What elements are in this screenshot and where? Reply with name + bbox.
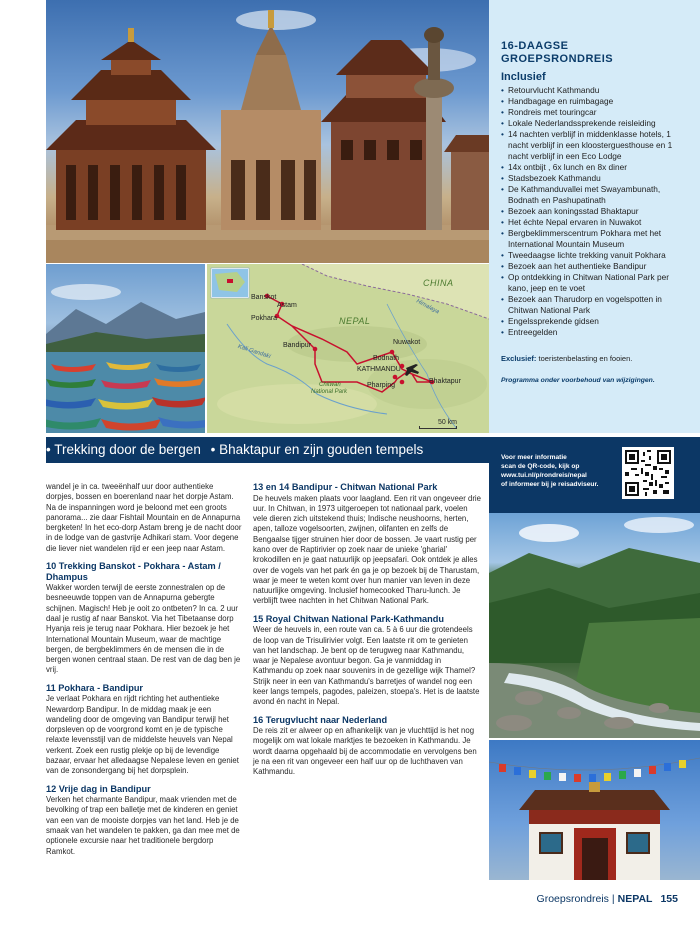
map-label-chitwan-1: Chitwan: [319, 382, 341, 388]
qr-text-line2: scan de QR-code, kijk op: [501, 463, 580, 470]
qr-info-text: [501, 453, 621, 489]
list-item: • Op ontdekking in Chitwan National Park per kano, jeep en te voet: [501, 272, 690, 294]
itinerary-column-middle: [253, 482, 481, 785]
voorbehoud-note: Programma onder voorbehoud van wijzigingen.: [501, 377, 655, 384]
list-item: • Bezoek aan Tharudorp en vogelspotten in Chitwan National Park: [501, 294, 690, 316]
qr-text-line1: Voor meer informatie: [501, 454, 567, 461]
list-item: • Bezoek aan het authentieke Bandipur: [501, 261, 690, 272]
list-item: • Tweedaagse lichte trekking vanuit Pokhara: [501, 250, 690, 261]
map-label-bhaktapur: Bhaktapur: [429, 378, 461, 385]
list-item: • Bergbeklimmerscentrum Pokhara met het International Mountain Museum: [501, 228, 690, 250]
route-map: [207, 264, 489, 433]
map-label-nuwakot: Nuwakot: [393, 339, 421, 346]
map-label-himalaya: Himalaya: [415, 298, 440, 316]
list-item: • Rondreis met touringcar: [501, 107, 690, 118]
page-number: 155: [660, 893, 678, 905]
map-label-bandipur: Bandipur: [283, 342, 312, 349]
list-item: • Lokale Nederlandssprekende reisleiding: [501, 118, 690, 129]
day-16-text: De reis zit er alweer op en afhankelijk van je vluchttijd is het nog mogelijk om wat lokale marktjes te bezoeken in Kathmandu. Je wordt daarna opgehaald bij de accommodatie en vervolgens ben je na een rit van ongeveer een half uur op de luchthaven van Kathmandu.: [253, 726, 477, 777]
exclusief-label: Exclusief:: [501, 354, 537, 363]
map-label-nepal: NEPAL: [339, 316, 371, 326]
inclusief-list: [501, 85, 690, 338]
list-item: • 14 nachten verblijf in middenklasse hotels, 1 nacht verblijf in een kloosterguesthouse en 1 nacht verblijf in een Eco Lodge: [501, 129, 690, 162]
map-label-bodnath: Bodnath: [373, 355, 400, 362]
list-item: • Retourvlucht Kathmandu: [501, 85, 690, 96]
list-item: • De Kathmanduvallei met Swayambunath, Bodnath en Pashupatinath: [501, 184, 690, 206]
qr-url-link[interactable]: www.tui.nl/p/rondreis/nepal: [501, 472, 587, 479]
exclusief-line: [501, 354, 690, 363]
map-label-china: CHINA: [423, 278, 454, 288]
highlights-banner: [46, 437, 489, 463]
photo-bhaktapur-temples: [46, 0, 489, 263]
day-9-continued-text: wandel je in ca. tweeënhalf uur door authentieke dorpjes, bossen en boerenland naar het dorpje Astam. Na de inspanningen word je beloond met een groots panorama... zie daar Fishtail Mountain en de Annapurna bergketen! In het eco-dorp Astam breng je de nacht door in de lodge van de gastvrije Adhikari stam. Voor degene die liever niet wandelen rijd er een jeep naar Astam.: [46, 482, 242, 553]
list-item: • Entreegelden: [501, 327, 690, 338]
list-item: • 14x ontbijt , 6x lunch en 8x diner: [501, 162, 690, 173]
photo-mountain-river: [489, 513, 700, 738]
map-scale-bar: [419, 426, 457, 429]
day-15-heading: 15 Royal Chitwan National Park-Kathmandu: [253, 613, 444, 624]
map-label-chitwan-2: National Park: [311, 389, 348, 395]
trip-info-box: [489, 0, 700, 433]
itinerary-column-left: [46, 482, 243, 864]
exclusief-text: toeristenbelasting en fooien.: [536, 354, 633, 363]
inclusief-heading: Inclusief: [501, 71, 546, 83]
list-item: • Handbagage en ruimbagage: [501, 96, 690, 107]
list-item: • Bezoek aan koningsstad Bhaktapur: [501, 206, 690, 217]
infobox-title: [501, 40, 690, 66]
qr-code[interactable]: [622, 447, 674, 499]
day-13-14-heading: 13 en 14 Bandipur - Chitwan National Park: [253, 482, 438, 492]
list-item: • Engelssprekende gidsen: [501, 316, 690, 327]
page-footer: [537, 893, 678, 905]
map-label-pharping: Pharping: [367, 382, 396, 389]
footer-country: NEPAL: [617, 893, 653, 905]
day-13-14-text: De heuvels maken plaats voor laagland. Een rit van ongeveer drie uur. In Chitwan, in 1973 uitgeroepen tot nationaal park, voelen vele dieren zich uitstekend thuis; Indische neushoorns, herten, apen, talloze vogelsoorten, zwijnen, olifanten en zelfs de Bengaalse tijger struinen hier door de bossen. Je vaart rustig per kano over de Raptirivier op zoek naar de unieke 'gharial' krokodillen en je gaat natuurlijk op jeepsafari. Ook ontdek je alles over de vogels van het park én ga je op bezoek bij de Tharustam, waar je meer te weten komt over hun manier van leven in deze natuurlijke omgeving. Inclusief homecooked Tharu-lunch. Je verblijft twee nachten in het Chitwan National Park.: [253, 493, 481, 606]
day-11-text: Je verlaat Pokhara en rijdt richting het authentieke Newardorp Bandipur. In de middag maak je een wandeling door de omgeving van Bandipur terwijl het dorpsleven op de voorgrond komt en je de typische relaxte levensstijl van de middelste heuvels van Nepal verkent. Zoek een rustig plekje op bij de levendige bazaar, ervaar het alledaagse Nepalese leven en geniet van de zonsondergang bij het dorpsplein.: [46, 694, 239, 776]
footer-section: Groepsrondreis: [536, 893, 609, 905]
banner-item-bhaktapur: • Bhaktapur en zijn gouden tempels: [210, 442, 424, 457]
day-10-text: Wakker worden terwijl de eerste zonnestralen op de besneeuwde toppen van de Annapurna gebergte schijnen. Magisch! Heb je ooit zo ontbeten? In ca. 2 uur daal je rustig af naar Banskot. Via het Tibetaanse dorp Hyanja reis je terug naar Pokhara. Hier bezoek je het International Mountain Museum, waar de machtige bergen, de bergbeklimmers én de mensen die in de bergen wonen centraal staan. De rest van de dag ben je vrij.: [46, 583, 241, 675]
banner-item-trekking: • Trekking door de bergen: [46, 442, 201, 457]
infobox-title-line1: 16-DAAGSE: [501, 40, 569, 52]
map-label-kali-gandaki: Kali Gandaki: [236, 343, 272, 361]
map-label-kathmandu: KATHMANDU: [357, 366, 401, 373]
map-label-astam: Astam: [277, 302, 297, 309]
day-15-text: Weer de heuvels in, een route van ca. 5 à 6 uur die grotendeels de loop van de Trisulirivier volgt. Een laatste rit om te genieten van het landschap. Je bent op de terugweg naar Kathmandu, waar je Nepalese avontuur begon. Ga je vanmiddag in Kathmandu op zoek naar souvenirs in de gezellige wijk Thamel? Strijk neer in een van Kathmandu's barretjes of wandel nog een keer langs tempels, pagodes, paleizen, stoepa's. Het is de laatste avond én nacht in Nepal.: [253, 625, 480, 707]
infobox-title-line2: GROEPSRONDREIS: [501, 53, 614, 65]
list-item: • Het échte Nepal ervaren in Nuwakot: [501, 217, 690, 228]
footer-separator: |: [611, 893, 615, 905]
photo-lake-boats: [46, 264, 205, 433]
photo-monastery: [489, 740, 700, 880]
list-item: • Stadsbezoek Kathmandu: [501, 173, 690, 184]
day-16-heading: 16 Terugvlucht naar Nederland: [253, 714, 388, 725]
map-scale-label: 50 km: [437, 419, 457, 426]
map-label-pokhara: Pokhara: [251, 315, 278, 322]
qr-text-line4: of informeer bij je reisadviseur.: [501, 481, 599, 488]
day-12-heading: 12 Vrije dag in Bandipur: [46, 783, 151, 794]
day-10-heading: 10 Trekking Banskot - Pokhara - Astam / Dhampus: [46, 561, 221, 582]
day-11-heading: 11 Pokhara - Bandipur: [46, 682, 144, 693]
map-label-banskot: Banskot: [251, 294, 277, 301]
day-12-text: Verken het charmante Bandipur, maak vrienden met de bevolking of trap een balletje met de kinderen en geniet van een van de mooiste dorpjes van het land. Heb je de smaak van het wandelen te pakken, ga dan mee met de optionele excursie naar het traditionele bergdorp Ramkot.: [46, 795, 240, 856]
